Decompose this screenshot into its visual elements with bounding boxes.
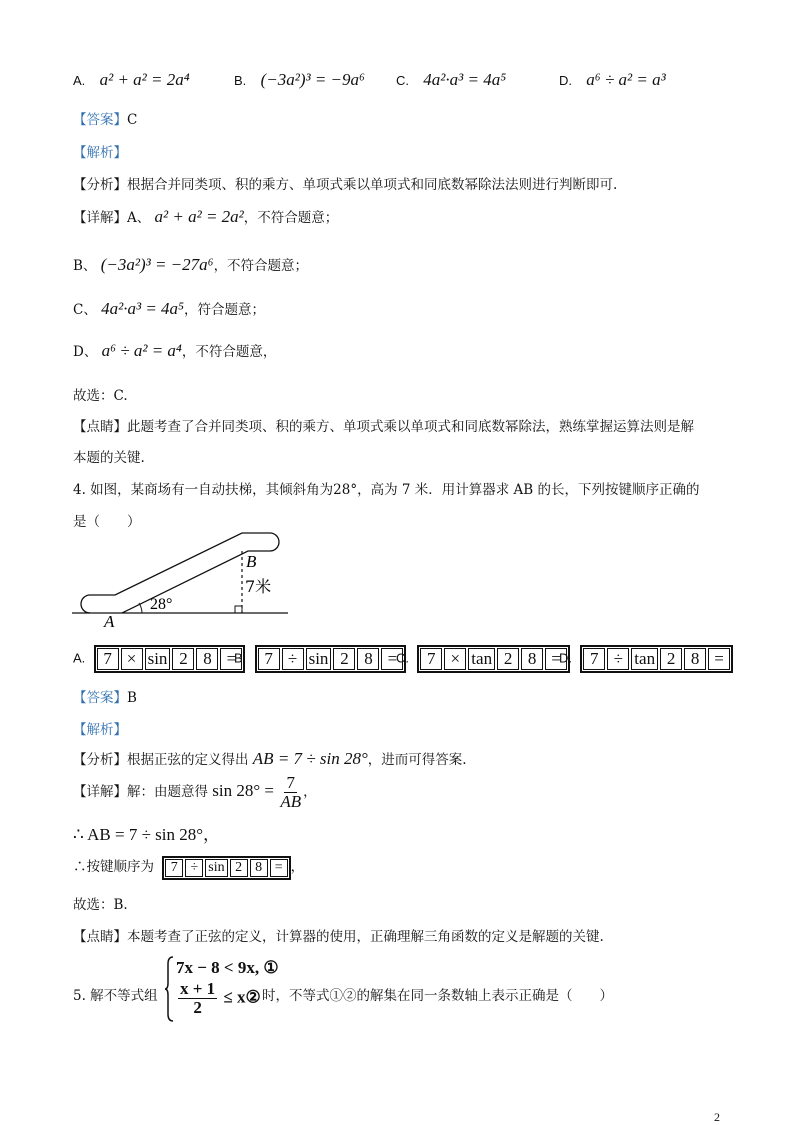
q4-fraction: $\frac{7}{AB}$ — [280, 773, 302, 811]
calculator-key: = — [270, 859, 288, 877]
brace-icon — [164, 956, 174, 1022]
calculator-key: = — [220, 648, 242, 670]
q5-ineq-2: $\frac{x + 1}{2}$ ≤ x② — [180, 979, 261, 1017]
q4-key-sequence — [162, 856, 290, 880]
calculator-key: tan — [631, 648, 658, 670]
calculator-key: 7 — [583, 648, 605, 670]
calculator-key: 2 — [497, 648, 519, 670]
q3-detail-a: 【详解】A、 a² + a² = 2a²，不符合题意； — [73, 207, 339, 226]
q3-option-c-expr: 4a²·a³ = 4a⁵ — [423, 70, 507, 89]
q3-option-a: A. a² + a² = 2a⁴ — [73, 70, 190, 89]
q4-dianjing: 【点睛】本题考查了正弦的定义，计算器的使用，正确理解三角函数的定义是解题的关键. — [73, 929, 604, 945]
calculator-key: = — [381, 648, 403, 670]
calculator-key: ÷ — [282, 648, 304, 670]
q4-option-c: C. 7 × tan 2 8 = — [396, 645, 570, 673]
calculator-key: × — [121, 648, 143, 670]
q4-stem: 4. 如图，某商场有一自动扶梯，其倾斜角为28°，高为 7 米．用计算器求 AB 的长，下列按键顺序正确的 — [73, 482, 700, 498]
q3-detail-c: C、 4a²·a³ = 4a⁵，符合题意； — [73, 299, 265, 318]
calculator-key: 8 — [521, 648, 543, 670]
q4-therefore-2: ∴按键顺序为 7 ÷ sin 2 8 = ， — [73, 855, 304, 880]
q5-prefix: 5. 解不等式组 — [73, 988, 158, 1004]
calculator-key: sin — [205, 859, 227, 877]
q3-option-b-expr: (−3a²)³ = −9a⁶ — [260, 70, 365, 89]
calculator-key: sin — [145, 648, 171, 670]
q3-option-d-expr: a⁶ ÷ a² = a³ — [586, 70, 666, 89]
q3-option-b: B. (−3a²)³ = −9a⁶ — [234, 70, 365, 89]
q3-detail-d: D、 a⁶ ÷ a² = a⁴，不符合题意， — [73, 341, 277, 360]
calculator-key: 2 — [333, 648, 355, 670]
q3-fenxi: 【分析】根据合并同类项、积的乘方、单项式乘以单项式和同底数幂除法法则进行判断即可. — [73, 177, 618, 193]
page-number: 2 — [714, 1110, 720, 1124]
calculator-key: 2 — [172, 648, 194, 670]
q4-option-a: A. 7 × sin 2 8 = — [73, 645, 245, 673]
q4-therefore-1: ∴ AB = 7 ÷ sin 28°， — [73, 825, 221, 844]
calculator-key: 8 — [250, 859, 268, 877]
q3-option-c: C. 4a²·a³ = 4a⁵ — [396, 70, 507, 89]
q4-stem-cont: 是（ ） — [73, 514, 141, 530]
q4-option-d: D. 7 ÷ tan 2 8 = — [559, 645, 733, 673]
calculator-key: 7 — [258, 648, 280, 670]
calculator-key: 8 — [684, 648, 706, 670]
calculator-key: 7 — [97, 648, 119, 670]
label-b: B — [246, 552, 257, 571]
q4-answer: 【答案】B — [73, 690, 137, 706]
calculator-key: 7 — [165, 859, 183, 877]
q3-dianjing: 【点睛】此题考查了合并同类项、积的乘方、单项式乘以单项式和同底数幂除法，熟练掌握运算法则是解 — [73, 419, 694, 435]
calculator-key: = — [545, 648, 567, 670]
calculator-key: sin — [306, 648, 332, 670]
q4-xiangjie: 【详解】解：由题意得 sin 28° = $\frac{7}{AB}$ ， — [73, 773, 317, 811]
calculator-key: 2 — [230, 859, 248, 877]
q4-option-b-keys — [255, 645, 407, 673]
escalator-figure — [70, 525, 300, 630]
calculator-key: × — [444, 648, 466, 670]
q3-option-d: D. a⁶ ÷ a² = a³ — [559, 70, 666, 89]
q4-choice: 故选：B. — [73, 897, 128, 913]
q4-option-a-keys — [94, 645, 246, 673]
q3-choice: 故选：C. — [73, 388, 128, 404]
calculator-key: tan — [468, 648, 495, 670]
calculator-key: ÷ — [185, 859, 203, 877]
calculator-key: 2 — [660, 648, 682, 670]
calculator-key: ÷ — [607, 648, 629, 670]
q4-option-b: B. 7 ÷ sin 2 8 = — [234, 645, 406, 673]
q3-option-a-expr: a² + a² = 2a⁴ — [99, 70, 190, 89]
calculator-key: 8 — [196, 648, 218, 670]
calculator-key: = — [708, 648, 730, 670]
calculator-key: 7 — [420, 648, 442, 670]
label-a: A — [104, 612, 115, 630]
q4-option-d-keys — [580, 645, 733, 673]
q3-analysis-tag: 【解析】 — [73, 145, 127, 161]
calculator-key: 8 — [357, 648, 379, 670]
q3-dianjing-cont: 本题的关键. — [73, 450, 145, 466]
q3-detail-b: B、 (−3a²)³ = −27a⁶，不符合题意； — [73, 255, 309, 274]
q4-analysis-tag: 【解析】 — [73, 722, 127, 738]
q4-fenxi: 【分析】根据正弦的定义得出 AB = 7 ÷ sin 28°，进而可得答案. — [73, 749, 467, 768]
q3-answer: 【答案】C — [73, 112, 138, 128]
q5-stem: 时，不等式①②的解集在同一条数轴上表示正确是（ ） — [262, 988, 613, 1004]
q4-option-c-keys — [417, 645, 570, 673]
label-angle: 28° — [150, 596, 173, 613]
q5-ineq-1: 7x − 8 < 9x, ① — [176, 958, 279, 977]
label-height: 7米 — [245, 577, 272, 596]
